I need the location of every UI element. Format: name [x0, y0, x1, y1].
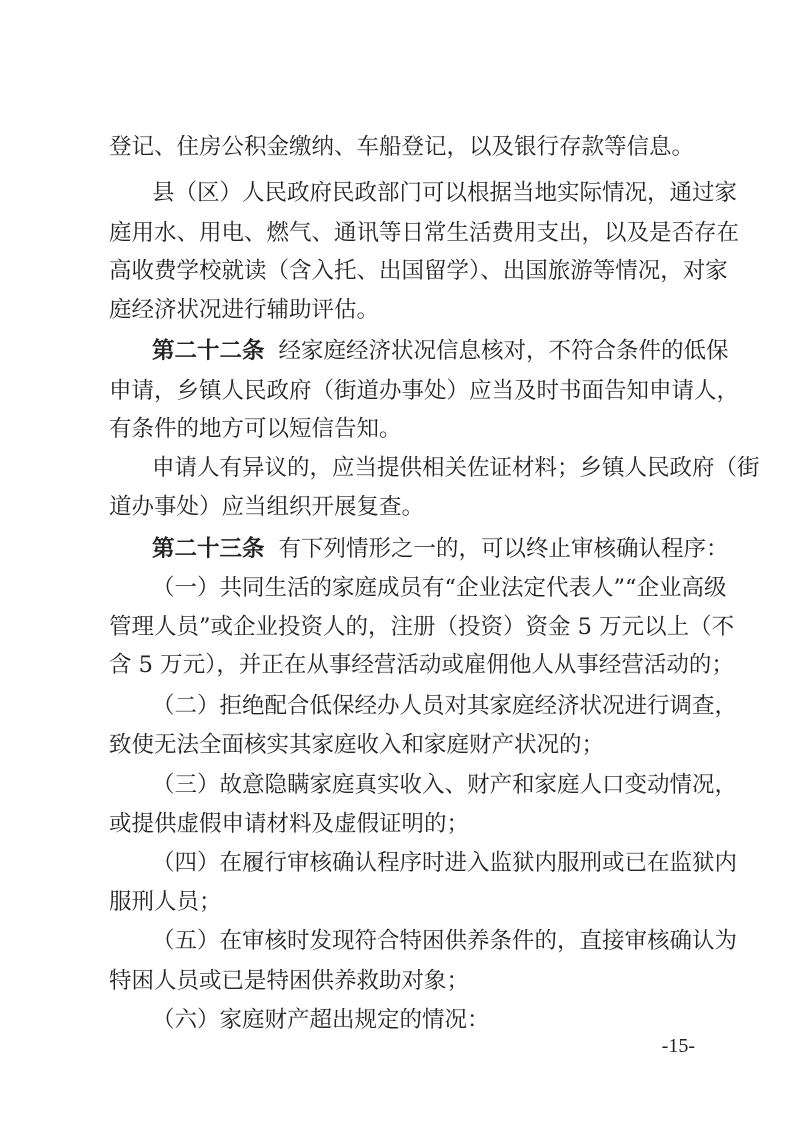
article-line — [152, 534, 729, 564]
page-number: -15- — [661, 1035, 695, 1057]
text-line: 庭经济状况进行辅助评估。 — [109, 297, 380, 323]
text-line: 服刑人员； — [109, 889, 222, 915]
article-heading: 第二十二条 — [152, 338, 265, 364]
text-line: 高收费学校就读（含入托、出国留学）、出国旅游等情况，对家 — [109, 258, 728, 284]
article-line — [152, 336, 729, 366]
text-line: 致使无法全面核实其家庭收入和家庭财产状况的； — [109, 732, 605, 758]
text-line: 或提供虚假申请材料及虚假证明的； — [109, 811, 470, 837]
text-line: （一）共同生活的家庭成员有“企业法定代表人”“企业高级 — [152, 575, 727, 601]
text-line: （六）家庭财产超出规定的情况： — [152, 1007, 490, 1033]
text-line: 含 5 万元），并正在从事经营活动或雇佣他人从事经营活动的； — [109, 652, 734, 678]
text-line: 申请，乡镇人民政府（街道办事处）应当及时书面告知申请人， — [109, 378, 740, 404]
text-line: 特困人员或已是特困供养救助对象； — [109, 968, 470, 994]
article-text: 经家庭经济状况信息核对，不符合条件的低保 — [278, 338, 729, 364]
text-line: （五）在审核时发现符合特困供养条件的，直接审核确认为 — [152, 928, 738, 954]
text-line: 有条件的地方可以短信告知。 — [109, 416, 402, 442]
text-line: 管理人员”或企业投资人的，注册（投资）资金 5 万元以上（不 — [109, 614, 735, 640]
text-line: 道办事处）应当组织开展复查。 — [109, 494, 425, 520]
text-line: （四）在履行审核确认程序时进入监狱内服刑或已在监狱内 — [152, 850, 738, 876]
article-text: 有下列情形之一的，可以终止审核确认程序： — [278, 536, 729, 562]
article-heading: 第二十三条 — [152, 536, 265, 562]
text-line: （三）故意隐瞒家庭真实收入、财产和家庭人口变动情况， — [152, 772, 738, 798]
text-line: 登记、住房公积金缴纳、车船登记，以及银行存款等信息。 — [109, 134, 695, 160]
text-line: 县（区）人民政府民政部门可以根据当地实际情况，通过家 — [152, 180, 738, 206]
text-line: （二）拒绝配合低保经办人员对其家庭经济状况进行调查， — [152, 693, 738, 719]
text-line: 申请人有异议的，应当提供相关佐证材料；乡镇人民政府（街 — [152, 455, 760, 481]
text-line: 庭用水、用电、燃气、通讯等日常生活费用支出，以及是否存在 — [109, 220, 740, 246]
